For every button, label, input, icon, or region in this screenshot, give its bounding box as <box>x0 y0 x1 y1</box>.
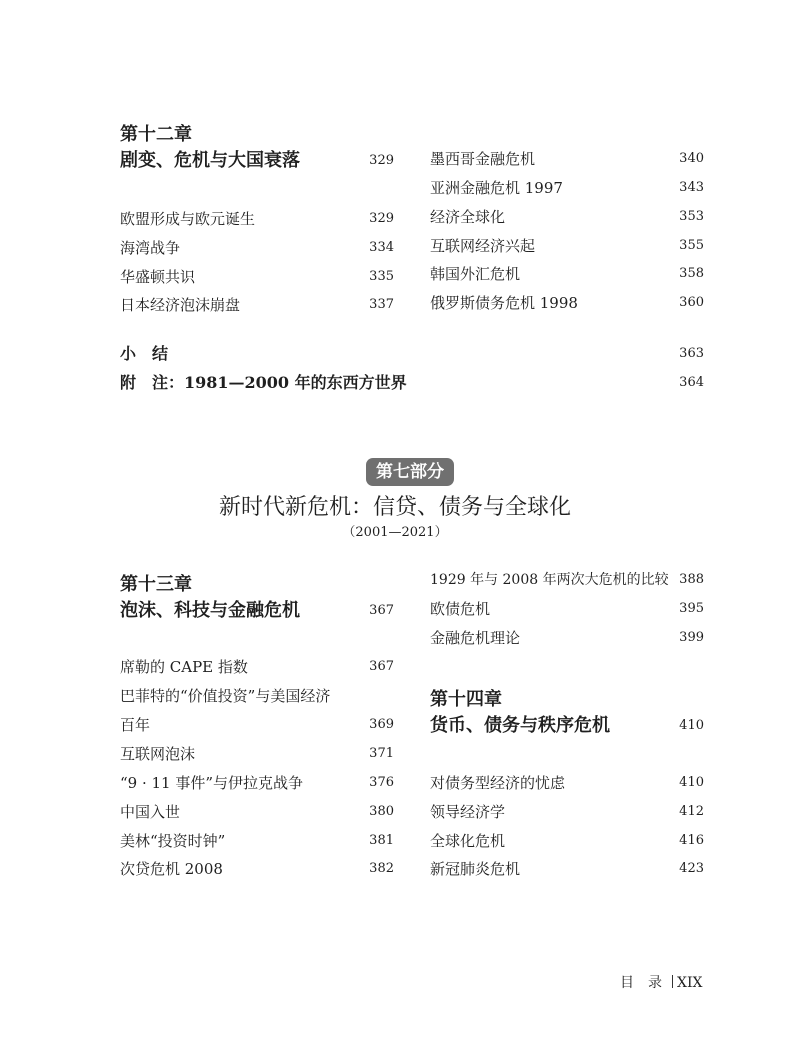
chapter-14-heading[interactable] <box>430 715 704 737</box>
toc-entry[interactable] <box>120 294 394 316</box>
toc-entry[interactable] <box>430 772 704 794</box>
toc-entry[interactable] <box>120 685 394 707</box>
toc-entry[interactable] <box>430 858 704 880</box>
toc-appendix-page: 364 <box>679 375 704 390</box>
toc-entry-title: 经济全球化 <box>430 208 506 226</box>
toc-entry-title: 巴菲特的“价值投资”与美国经济 <box>120 687 331 705</box>
toc-entry-title: 欧盟形成与欧元诞生 <box>120 210 256 228</box>
toc-entry-page: 367 <box>369 659 394 674</box>
chapter-14-number: 第十四章 <box>430 689 502 710</box>
toc-entry-page: 416 <box>679 833 704 848</box>
chapter-14-title: 货币、债务与秩序危机 <box>430 715 610 736</box>
toc-entry-title: 互联网经济兴起 <box>430 237 536 255</box>
toc-entry-page: 380 <box>369 804 394 819</box>
toc-entry-page: 423 <box>679 861 704 876</box>
toc-entry-page: 388 <box>679 572 704 587</box>
page-number: XIX <box>677 975 703 991</box>
toc-entry-title: 华盛顿共识 <box>120 268 196 286</box>
chapter-14-page: 410 <box>679 718 704 733</box>
toc-entry-page: 355 <box>679 238 704 253</box>
toc-entry-page: 399 <box>679 630 704 645</box>
toc-entry[interactable] <box>430 148 704 170</box>
toc-entry[interactable] <box>430 235 704 257</box>
toc-entry-page: 410 <box>679 775 704 790</box>
toc-appendix[interactable] <box>120 372 704 394</box>
toc-entry-page: 381 <box>369 833 394 848</box>
toc-entry[interactable] <box>120 858 394 880</box>
toc-entry[interactable] <box>120 266 394 288</box>
chapter-13-number: 第十三章 <box>120 574 192 595</box>
toc-entry-page: 376 <box>369 775 394 790</box>
toc-entry[interactable] <box>120 743 394 765</box>
toc-entry-page: 382 <box>369 861 394 876</box>
toc-entry-page: 335 <box>369 269 394 284</box>
toc-entry[interactable] <box>430 569 704 591</box>
toc-entry[interactable] <box>120 237 394 259</box>
toc-entry[interactable] <box>430 627 704 649</box>
toc-entry-page: 395 <box>679 601 704 616</box>
toc-entry-title: 百年 <box>120 716 151 734</box>
toc-entry[interactable] <box>120 801 394 823</box>
toc-entry-title: 领导经济学 <box>430 803 506 821</box>
toc-entry-page: 412 <box>679 804 704 819</box>
toc-entry[interactable] <box>430 292 704 314</box>
page-footer <box>620 972 702 992</box>
toc-entry-title: 俄罗斯债务危机 1998 <box>430 294 578 312</box>
toc-entry[interactable] <box>120 208 394 230</box>
toc-summary[interactable] <box>120 343 704 365</box>
toc-entry-title: 美林“投资时钟” <box>120 832 226 850</box>
toc-summary-title: 小 结 <box>120 344 169 363</box>
chapter-13-title: 泡沫、科技与金融危机 <box>120 600 300 621</box>
toc-entry[interactable] <box>120 830 394 852</box>
toc-entry-title: 欧债危机 <box>430 600 491 618</box>
toc-entry-title: 对债务型经济的忧虑 <box>430 774 566 792</box>
chapter-12-number: 第十二章 <box>120 124 192 145</box>
toc-entry-page: 340 <box>679 151 704 166</box>
toc-entry-title: 墨西哥金融危机 <box>430 150 536 168</box>
chapter-12-page: 329 <box>369 153 394 168</box>
chapter-13-heading[interactable] <box>120 600 394 622</box>
toc-entry[interactable] <box>430 598 704 620</box>
toc-entry-title: 席勒的 CAPE 指数 <box>120 658 248 676</box>
part-badge: 第七部分 <box>366 458 454 486</box>
toc-entry-title: 新冠肺炎危机 <box>430 860 521 878</box>
toc-entry-title: 海湾战争 <box>120 239 181 257</box>
toc-entry[interactable] <box>430 801 704 823</box>
toc-summary-page: 363 <box>679 346 704 361</box>
toc-entry[interactable] <box>430 263 704 285</box>
toc-entry-title: 1929 年与 2008 年两次大危机的比较 <box>430 572 669 588</box>
toc-entry-page: 371 <box>369 746 394 761</box>
part-title: 新时代新危机：信贷、债务与全球化 <box>218 495 571 520</box>
toc-entry[interactable] <box>120 714 394 736</box>
toc-entry[interactable] <box>430 830 704 852</box>
part-years: （2001—2021） <box>342 525 448 540</box>
toc-entry-title: 日本经济泡沫崩盘 <box>120 296 241 314</box>
toc-entry-title: 金融危机理论 <box>430 629 521 647</box>
toc-entry-title: “9 · 11 事件”与伊拉克战争 <box>120 774 304 792</box>
toc-entry-title: 亚洲金融危机 1997 <box>430 179 563 197</box>
toc-entry-page: 334 <box>369 240 394 255</box>
chapter-12-title: 剧变、危机与大国衰落 <box>120 150 300 171</box>
toc-entry-page: 358 <box>679 266 704 281</box>
toc-entry-title: 韩国外汇危机 <box>430 265 521 283</box>
toc-entry-page: 360 <box>679 295 704 310</box>
toc-entry-page: 329 <box>369 211 394 226</box>
toc-entry-page: 353 <box>679 209 704 224</box>
toc-entry[interactable] <box>120 656 394 678</box>
toc-entry[interactable] <box>430 177 704 199</box>
footer-divider <box>672 975 673 988</box>
toc-entry-page: 369 <box>369 717 394 732</box>
toc-entry[interactable] <box>120 772 394 794</box>
toc-entry-title: 中国入世 <box>120 803 181 821</box>
chapter-13-page: 367 <box>369 603 394 618</box>
toc-entry-page: 337 <box>369 297 394 312</box>
toc-entry-page: 343 <box>679 180 704 195</box>
toc-entry-title: 互联网泡沫 <box>120 745 196 763</box>
toc-entry-title: 次贷危机 2008 <box>120 860 223 878</box>
toc-entry-title: 全球化危机 <box>430 832 506 850</box>
chapter-12-heading[interactable] <box>120 150 394 172</box>
footer-label: 目 录 <box>620 975 662 991</box>
toc-appendix-title: 附 注：1981—2000 年的东西方世界 <box>120 373 407 392</box>
toc-entry[interactable] <box>430 206 704 228</box>
